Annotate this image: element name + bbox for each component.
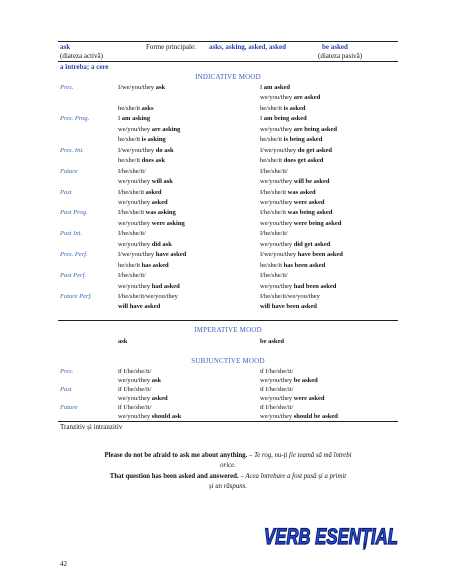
active-form <box>118 168 146 175</box>
passive-form <box>260 395 325 402</box>
active-form <box>118 105 154 112</box>
example-1-romanian-cont: orice. <box>220 462 236 469</box>
passive-subject: I/he/she/it <box>260 188 288 196</box>
indicative-mood-heading: INDICATIVE MOOD <box>195 73 261 81</box>
passive-infinitive: be asked <box>322 43 348 51</box>
active-form <box>118 251 186 258</box>
passive-verb: was asked <box>287 188 316 196</box>
passive-subject: he/she/it <box>260 136 284 144</box>
active-form <box>118 413 181 420</box>
active-subject: he/she/it <box>118 104 142 112</box>
passive-form <box>260 262 325 269</box>
active-verb: am asking <box>121 115 151 123</box>
active-verb: were asking <box>151 219 185 227</box>
passive-form <box>260 126 337 133</box>
passive-form <box>260 105 306 112</box>
passive-form <box>260 136 322 143</box>
verb-infinitive: ask <box>60 43 71 51</box>
passive-verb: had been asked <box>293 282 337 290</box>
tense-label: Pres. Int. <box>60 146 84 154</box>
active-subject: he/she/it <box>118 261 142 269</box>
passive-form <box>260 147 332 154</box>
passive-subject: he/she/it <box>260 157 284 165</box>
passive-subject: we/you/they <box>260 282 294 290</box>
tense-label: Past Int. <box>60 230 83 238</box>
passive-verb: am being asked <box>263 115 307 123</box>
passive-subject: if I/he/she/it/ <box>260 385 294 393</box>
passive-verb: do get asked <box>297 146 333 154</box>
passive-form <box>260 251 343 258</box>
passive-form <box>260 199 325 206</box>
top-rule <box>58 41 398 42</box>
active-subject: I/we/you/they <box>118 146 156 154</box>
passive-verb: did get asked <box>293 240 331 248</box>
passive-subject: I/we/you/they <box>260 146 298 154</box>
passive-verb: were being asked <box>293 219 342 227</box>
imperative-mood-heading: IMPERATIVE MOOD <box>194 326 262 334</box>
passive-verb: are being asked <box>293 125 337 133</box>
principal-forms-label: Forme principale: <box>146 43 196 51</box>
tense-label: Pres. <box>60 368 74 375</box>
verb-esential-logo <box>262 516 402 552</box>
active-verb: will have asked <box>118 303 161 311</box>
passive-verb: should be asked <box>293 412 338 420</box>
active-verb: asked <box>145 188 162 196</box>
imperative-passive: be asked <box>260 338 285 345</box>
active-verb: had asked <box>151 282 180 290</box>
active-form <box>118 368 151 375</box>
active-form <box>118 199 168 206</box>
passive-verb: has been asked <box>283 261 326 269</box>
passive-form <box>260 178 330 185</box>
passive-subject: we/you/they <box>260 394 294 402</box>
passive-subject: I/he/she/it/ <box>260 272 288 280</box>
passive-form <box>260 368 293 375</box>
active-subject: I/he/she/it/ <box>118 167 146 175</box>
passive-subject: we/you/they <box>260 376 294 384</box>
active-subject: we/you/they <box>118 394 152 402</box>
passive-form <box>260 404 293 411</box>
active-form <box>118 115 150 122</box>
active-verb: did ask <box>151 240 172 248</box>
page-number: 42 <box>60 560 67 568</box>
active-subject: we/you/they <box>118 240 152 248</box>
active-subject: if I/he/she/it/ <box>118 385 152 393</box>
tense-label: Past Prog. <box>60 209 88 217</box>
active-subject: we/you/they <box>118 412 152 420</box>
passive-subject: I/he/she/it/we/you/they <box>260 293 320 300</box>
passive-form <box>260 115 307 122</box>
active-verb: are asking <box>151 125 181 133</box>
passive-subject: we/you/they <box>260 94 294 102</box>
passive-form <box>260 189 316 196</box>
verb-translation: a întreba; a cere <box>60 63 109 71</box>
passive-subject: he/she/it <box>260 104 284 112</box>
tense-label: Past <box>60 188 72 196</box>
example-sentence-1 <box>58 451 398 471</box>
passive-form <box>260 157 323 164</box>
active-form <box>118 303 160 310</box>
tense-label: Future <box>60 403 78 411</box>
active-subject: I/he/she/it <box>118 188 146 196</box>
tense-label: Past <box>60 385 72 393</box>
passive-verb: will be asked <box>293 178 330 186</box>
passive-form <box>260 241 330 248</box>
logo-text: VERB ESENȚIAL <box>264 524 398 549</box>
active-voice-note: (diateza activă) <box>60 52 103 60</box>
active-subject: I/we/you/they <box>118 251 156 259</box>
active-verb: have asked <box>155 251 187 259</box>
passive-subject: we/you/they <box>260 219 294 227</box>
active-verb: is asking <box>141 136 166 144</box>
passive-subject: I/he/she/it <box>260 209 288 217</box>
passive-subject: I/he/she/it/ <box>260 230 288 238</box>
subjunctive-mood-heading: SUBJUNCTIVE MOOD <box>191 357 265 365</box>
active-subject: I/we/you/they <box>118 84 156 91</box>
active-form <box>118 157 165 164</box>
principal-forms: asks, asking, asked, asked <box>209 43 287 51</box>
tense-label: Past Perf. <box>60 272 86 280</box>
active-verb: will ask <box>151 178 173 186</box>
active-form <box>118 147 174 154</box>
active-form <box>118 293 178 300</box>
active-subject: he/she/it <box>118 136 142 144</box>
passive-subject: I <box>260 84 264 91</box>
active-subject: he/she/it <box>118 157 142 165</box>
passive-subject: I <box>260 115 264 123</box>
passive-form <box>260 303 317 310</box>
example-2-romanian: – Acea întrebare a fost pusă și a primit <box>238 473 347 480</box>
passive-verb: does get asked <box>283 157 324 165</box>
indicative-rule <box>58 320 398 321</box>
passive-verb: were asked <box>293 198 325 206</box>
transitivity-label: Tranzitiv și intranzitiv <box>60 423 123 431</box>
passive-subject: we/you/they <box>260 412 294 420</box>
active-verb: asked <box>151 394 168 402</box>
passive-verb: be asked <box>293 376 318 384</box>
passive-subject: we/you/they <box>260 125 294 133</box>
passive-form <box>260 377 318 384</box>
active-subject: I/he/she/it <box>118 209 146 217</box>
passive-subject: he/she/it <box>260 261 284 269</box>
passive-verb: will have been asked <box>260 303 317 311</box>
active-subject: I/he/she/it/we/you/they <box>118 293 178 300</box>
example-2-english: That question has been asked and answered. <box>109 473 239 480</box>
tense-label: Future <box>60 167 78 175</box>
active-form <box>118 377 161 384</box>
active-subject: if I/he/she/it/ <box>118 403 152 411</box>
tense-label: Pres. Prog. <box>60 115 90 123</box>
active-form <box>118 283 180 290</box>
active-subject: we/you/they <box>118 198 152 206</box>
passive-subject: we/you/they <box>260 198 294 206</box>
passive-subject: if I/he/she/it/ <box>260 403 294 411</box>
active-subject: we/you/they <box>118 125 152 133</box>
passive-form <box>260 283 336 290</box>
active-form <box>118 272 146 279</box>
passive-verb: was being asked <box>287 209 333 217</box>
active-verb: was asking <box>145 209 176 217</box>
example-sentence-2 <box>58 472 398 492</box>
active-verb: asked <box>151 198 168 206</box>
active-form <box>118 209 176 216</box>
passive-subject: I/he/she/it/ <box>260 167 288 175</box>
passive-verb: are asked <box>293 94 321 102</box>
passive-form <box>260 84 290 91</box>
passive-verb: have been asked <box>297 251 343 259</box>
active-verb: do ask <box>155 146 174 154</box>
active-verb: asks <box>141 104 154 112</box>
active-form <box>118 136 166 143</box>
active-form <box>118 220 185 227</box>
passive-verb: is being asked <box>283 136 323 144</box>
passive-voice-note: (diateza pasivă) <box>318 52 363 60</box>
active-form <box>118 189 162 196</box>
example-2-romanian-cont: și un răspuns. <box>209 483 247 490</box>
example-1-english: Please do not be afraid to ask me about anything. <box>104 452 248 459</box>
bottom-rule <box>58 421 398 422</box>
passive-verb: were asked <box>293 394 325 402</box>
active-form <box>118 262 169 269</box>
tense-label: Pres. Perf. <box>60 251 88 259</box>
header-rule <box>58 61 398 62</box>
passive-form <box>260 94 320 101</box>
passive-form <box>260 413 338 420</box>
passive-form <box>260 272 288 279</box>
active-subject: we/you/they <box>118 376 152 384</box>
passive-subject: we/you/they <box>260 178 294 186</box>
active-subject: we/you/they <box>118 178 152 186</box>
active-form <box>118 404 151 411</box>
active-subject: we/you/they <box>118 219 152 227</box>
active-form <box>118 386 151 393</box>
tense-label: Pres. <box>60 84 74 91</box>
passive-verb: is asked <box>283 104 306 112</box>
active-subject: I/he/she/it/ <box>118 272 146 280</box>
example-1-romanian: – Te rog, nu-ți fie teamă să mă întrebi <box>247 452 352 459</box>
passive-form <box>260 230 288 237</box>
active-verb: ask <box>155 84 166 91</box>
active-subject: if I/he/she/it/ <box>118 368 152 375</box>
active-verb: has asked <box>141 261 169 269</box>
passive-form <box>260 293 320 300</box>
passive-subject: I/we/you/they <box>260 251 298 259</box>
active-verb: should ask <box>151 412 182 420</box>
passive-form <box>260 386 293 393</box>
passive-subject: we/you/they <box>260 240 294 248</box>
passive-form <box>260 209 332 216</box>
passive-form <box>260 220 341 227</box>
tense-label: Future Perf. <box>60 293 92 300</box>
active-subject: I/he/she/it/ <box>118 230 146 238</box>
passive-subject: if I/he/she/it/ <box>260 368 294 375</box>
active-verb: does ask <box>141 157 165 165</box>
active-form <box>118 230 146 237</box>
active-form <box>118 395 168 402</box>
imperative-active: ask <box>118 338 128 345</box>
active-verb: ask <box>151 376 162 384</box>
active-subject: we/you/they <box>118 282 152 290</box>
active-form <box>118 126 180 133</box>
active-form <box>118 84 165 91</box>
active-form <box>118 241 172 248</box>
passive-form <box>260 168 288 175</box>
passive-verb: am asked <box>263 84 290 91</box>
active-subject: I <box>118 115 122 123</box>
active-form <box>118 178 173 185</box>
